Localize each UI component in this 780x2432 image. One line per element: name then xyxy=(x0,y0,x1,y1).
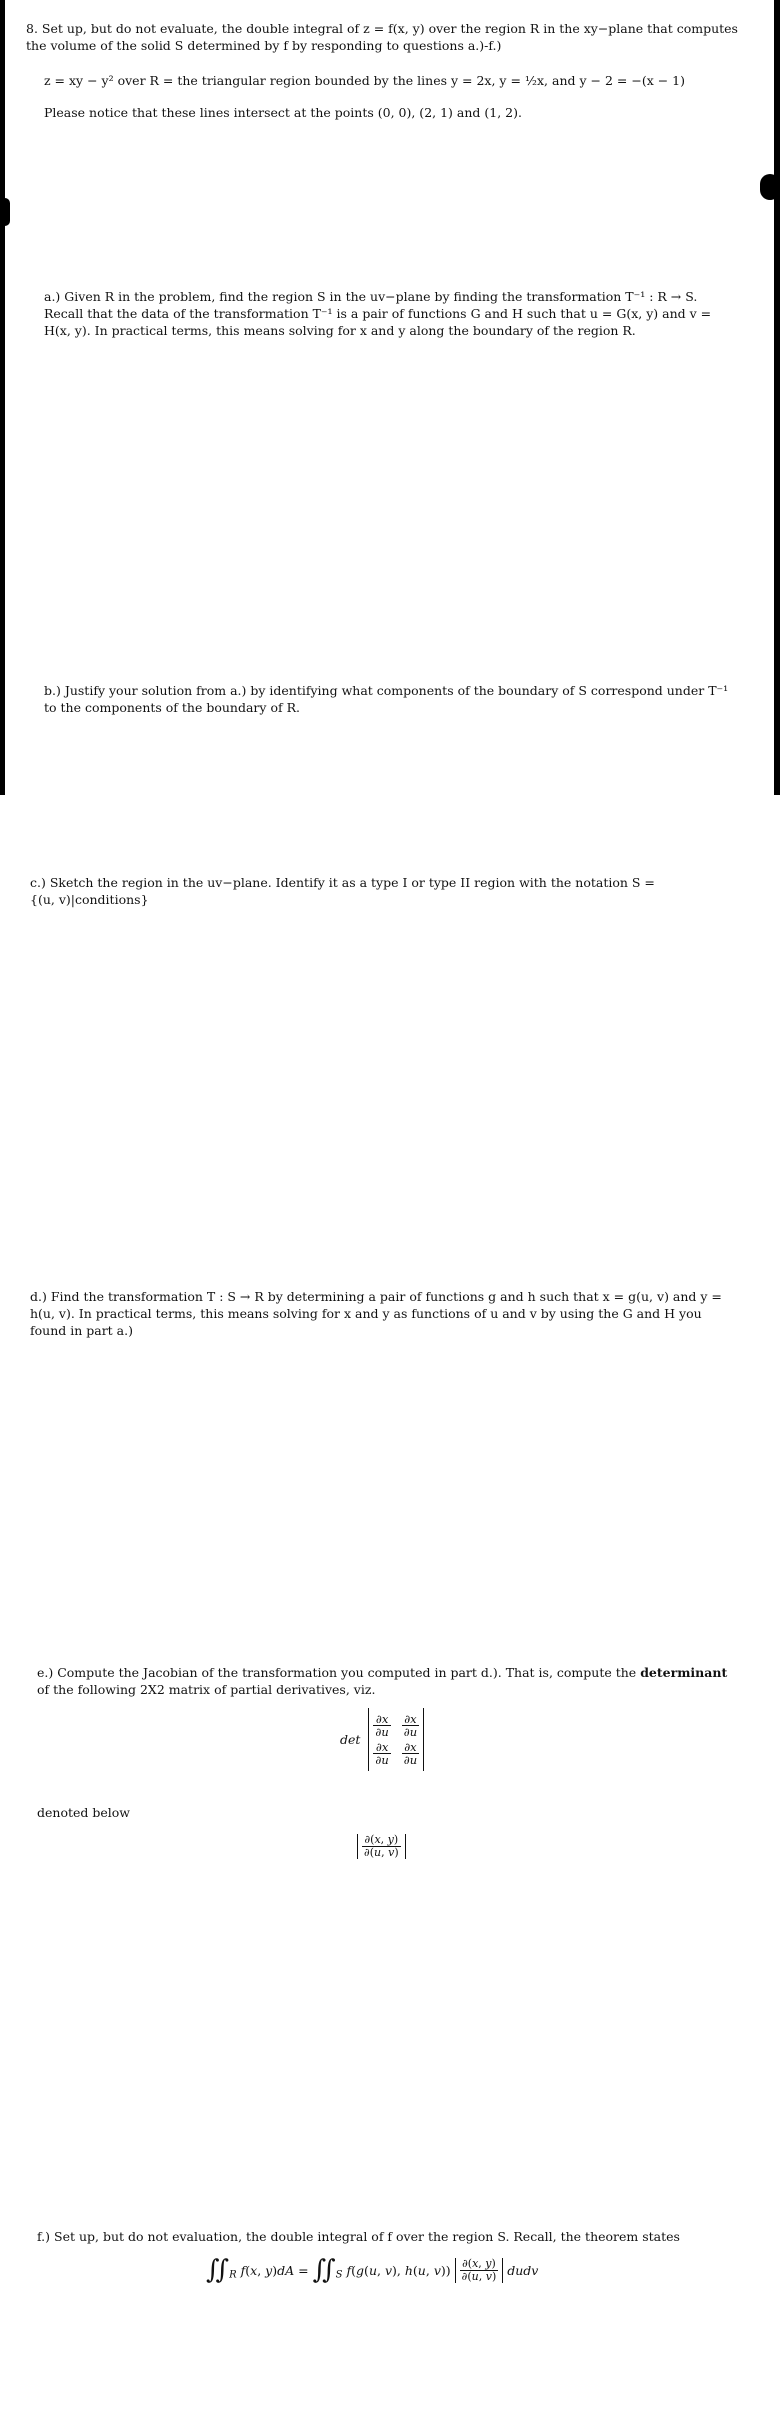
change-of-variables-formula: $\int\int_R$ f(x, $y)dA = \int\int_S$ f(g(u, v), h(u, v)) $\frac{\partial(x, y)}{\partial(u, v)}$ dudv xyxy=(206,2255,539,2285)
jacobian-notation: $\frac{\partial(x, y)}{\partial(u, v)}$ xyxy=(357,1834,406,1859)
dx-du-entry-3: $\frac{\partial x}{\partial u}$ xyxy=(375,1740,389,1767)
part-a: a.) Given R in the problem, find the region S in the uv−plane by finding the transformation T⁻¹ : R → S. Recall that the data of the transformation T⁻¹ is a pair of functions G and H such that u = G(x, y) and v = H(x, y). In practical terms, this means solving for x and y along the boundary of the region R. xyxy=(44,289,712,338)
part-b: b.) Justify your solution from a.) by identifying what components of the boundary of S correspond under T⁻¹ to the components of the boundary of R. xyxy=(44,683,729,715)
jacobian-matrix-display xyxy=(340,1708,424,1771)
part-e-text-before: e.) Compute the Jacobian of the transformation you computed in part d.). That is, compute the xyxy=(37,1665,637,1680)
problem-intersect-line: Please notice that these lines intersect at the points (0, 0), (2, 1) and (1, 2). xyxy=(44,105,522,120)
scan-edge-left xyxy=(0,0,5,795)
part-e xyxy=(37,1664,737,1698)
scan-edge-right xyxy=(774,0,780,795)
part-c: c.) Sketch the region in the uv−plane. Identify it as a type I or type II region with the notation S = {(u, v)|conditions} xyxy=(30,875,655,907)
dx-du-entry-2: $\frac{\partial x}{\partial u}$ xyxy=(403,1712,418,1739)
problem-given-line: z = xy − y² over R = the triangular region bounded by the lines y = 2x, y = ½x, and y − 2 = −(x − 1) xyxy=(44,73,685,88)
partials-matrix xyxy=(368,1708,424,1771)
det-label: det xyxy=(340,1732,361,1747)
part-e-bold-word: determinant xyxy=(640,1665,728,1680)
part-d: d.) Find the transformation T : S → R by determining a pair of functions g and h such that x = g(u, v) and y = h(u, v). In practical terms, this means solving for x and y as functions of u and v by using the G and H you found in part a.) xyxy=(30,1289,722,1338)
part-e-text-after: of the following 2X2 matrix of partial derivatives, viz. xyxy=(37,1682,376,1697)
part-e-denoted: denoted below xyxy=(37,1805,130,1820)
dx-du-entry-4: $\frac{\partial x}{\partial u}$ xyxy=(403,1740,418,1767)
problem-intro: 8. Set up, but do not evaluate, the double integral of z = f(x, y) over the region R in the xy−plane that computes the volume of the solid S determined by f by responding to questions a.)-f.) xyxy=(26,21,738,53)
scan-blob-left xyxy=(0,198,10,226)
part-f: f.) Set up, but do not evaluation, the double integral of f over the region S. Recall, the theorem states xyxy=(37,2229,680,2244)
scan-blob-right xyxy=(760,174,780,200)
dx-du-entry: $\frac{\partial x}{\partial u}$ xyxy=(375,1712,389,1739)
